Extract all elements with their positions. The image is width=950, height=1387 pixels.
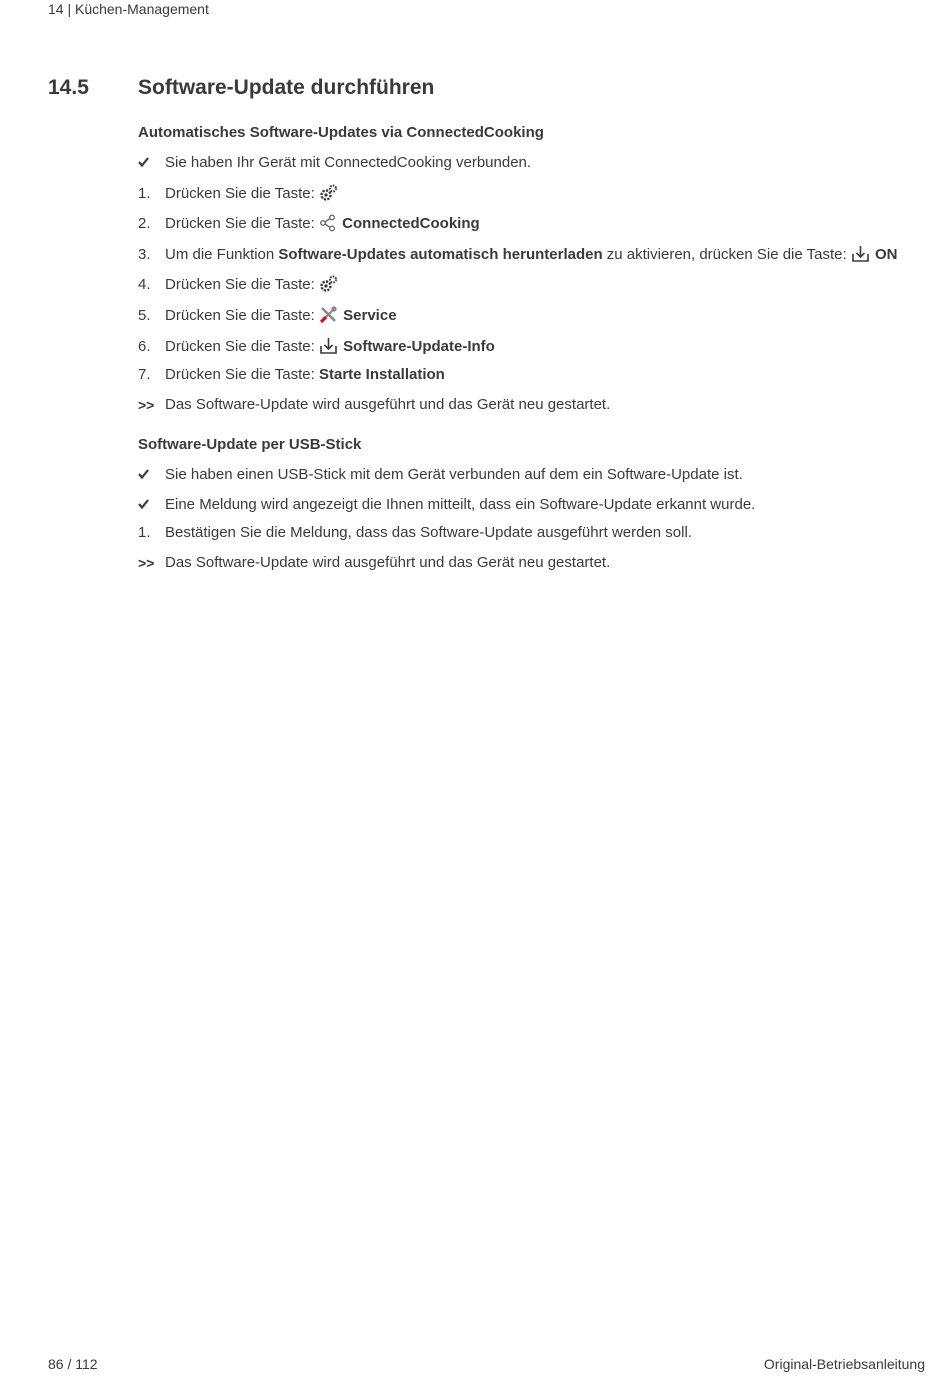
step-content	[165, 184, 339, 208]
step-text: Drücken Sie die Taste:	[165, 185, 315, 202]
step-key-label: Starte Installation	[318, 366, 445, 383]
step-number: 3.	[138, 246, 151, 263]
download-icon	[851, 245, 870, 269]
check-icon	[138, 465, 164, 485]
gears-icon	[319, 275, 338, 299]
step-number: 2.	[138, 215, 151, 232]
precondition-text: Eine Meldung wird angezeigt die Ihnen mitteilt, dass ein Software-Update erkannt wurde.	[165, 496, 756, 513]
footer-doc-type: Original-Betriebsanleitung	[763, 1356, 925, 1372]
step-key-label: Software-Update-Info	[343, 338, 495, 355]
step-text-after: zu aktivieren, drücken Sie die Taste:	[602, 246, 847, 263]
check-icon	[138, 153, 164, 173]
step-content	[165, 214, 480, 238]
step-number: 1.	[138, 185, 151, 202]
step-text: Um die Funktion	[165, 246, 279, 263]
step-text: Drücken Sie die Taste:	[165, 276, 315, 293]
step-text: Bestätigen Sie die Meldung, dass das Software-Update ausgeführt werden soll.	[165, 524, 692, 541]
download-icon	[319, 337, 338, 361]
step-text: Drücken Sie die Taste:	[165, 215, 315, 232]
section-number: 14.5	[48, 76, 89, 99]
result-marker: >>	[138, 555, 155, 571]
gears-icon	[319, 184, 338, 208]
section-title: Software-Update durchführen	[138, 76, 435, 99]
step-number: 1.	[138, 524, 151, 541]
function-name: Software-Updates automatisch herunterladen	[278, 246, 603, 263]
step-key-label: Service	[343, 307, 397, 324]
result-text: Das Software-Update wird ausgeführt und das Gerät neu gestartet.	[165, 396, 611, 413]
step-content	[165, 245, 898, 269]
page-number: 86 / 112	[48, 1356, 98, 1372]
tools-icon	[319, 306, 338, 330]
step-text: Drücken Sie die Taste:	[165, 307, 315, 324]
block2-heading: Software-Update per USB-Stick	[138, 436, 362, 453]
step-number: 4.	[138, 276, 151, 293]
step-content	[165, 337, 495, 361]
share-network-icon	[319, 214, 337, 238]
result-marker: >>	[138, 397, 155, 413]
check-icon	[138, 495, 164, 515]
running-header: 14 | Küchen-Management	[48, 1, 209, 17]
step-key-label: ON	[875, 246, 898, 263]
result-text: Das Software-Update wird ausgeführt und das Gerät neu gestartet.	[165, 554, 611, 571]
step-key-label: ConnectedCooking	[342, 215, 480, 232]
step-content	[165, 275, 339, 299]
step-text: Drücken Sie die Taste:	[165, 366, 315, 383]
step-content	[165, 306, 397, 330]
step-number: 5.	[138, 307, 151, 324]
step-text: Drücken Sie die Taste:	[165, 338, 315, 355]
precondition-text: Sie haben Ihr Gerät mit ConnectedCooking verbunden.	[165, 154, 532, 171]
step-number: 7.	[138, 366, 151, 383]
precondition-text: Sie haben einen USB-Stick mit dem Gerät verbunden auf dem ein Software-Update ist.	[165, 466, 743, 483]
step-content	[165, 365, 445, 385]
block1-heading: Automatisches Software-Updates via ConnectedCooking	[138, 124, 544, 141]
step-number: 6.	[138, 338, 151, 355]
